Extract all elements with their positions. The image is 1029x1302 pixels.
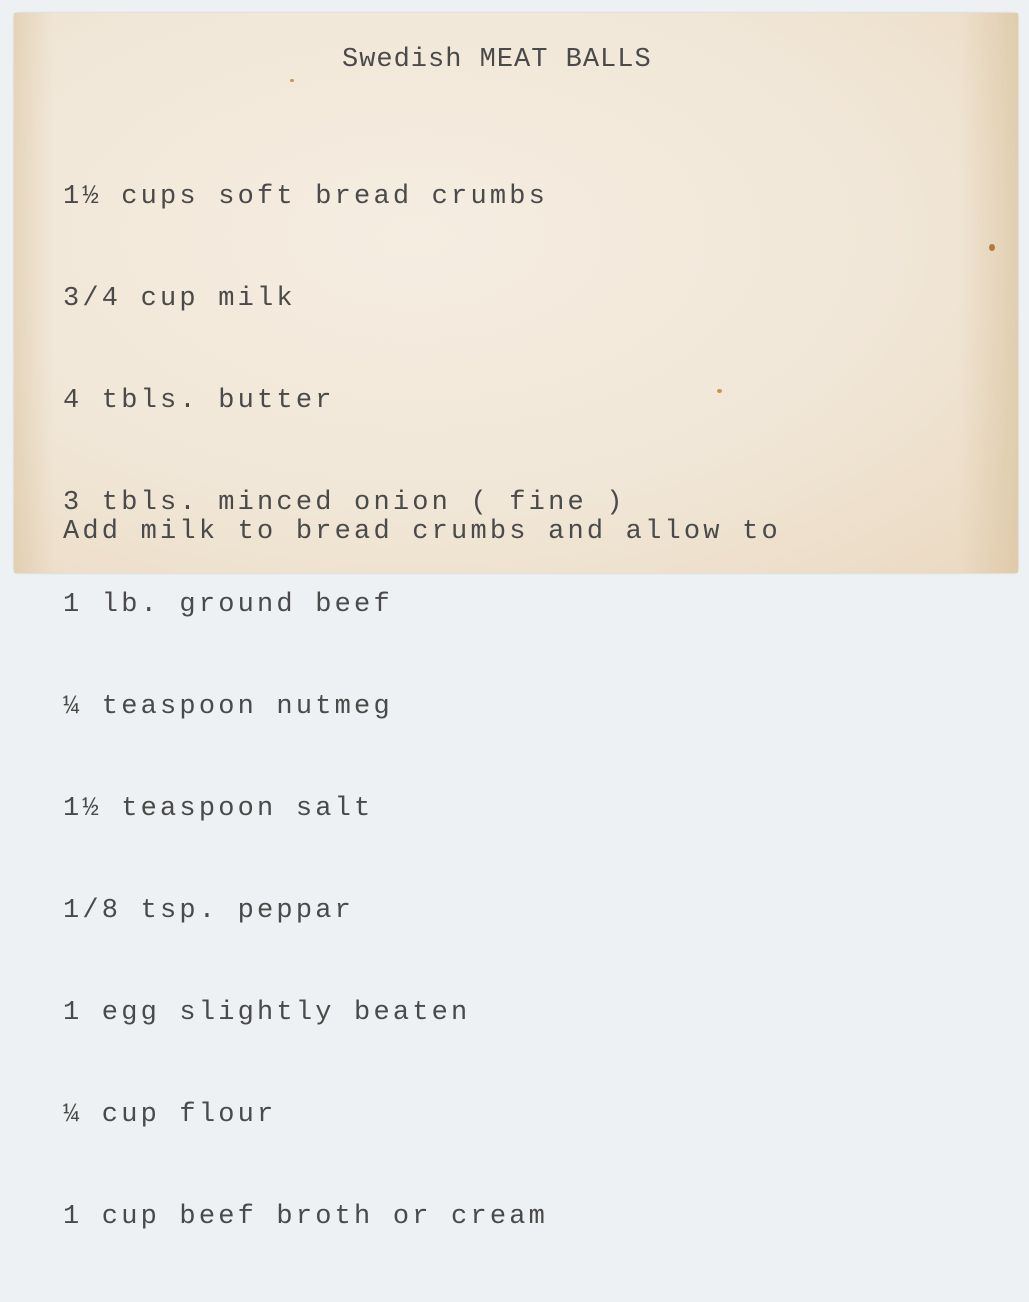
ingredient-item: 1½ cups soft bread crumbs <box>63 182 549 212</box>
ingredient-item: 1½ teaspoon salt <box>63 794 374 824</box>
ingredient-item: 3/4 cup milk <box>63 284 296 314</box>
paper-stain-left <box>14 13 54 573</box>
ingredient-list <box>63 112 626 1302</box>
stain-spot <box>717 389 722 393</box>
ingredient-item: 1 cup beef broth or cream <box>63 1202 549 1232</box>
recipe-card <box>14 13 1018 1232</box>
ingredient-item: 1 lb. ground beef <box>63 590 393 620</box>
ingredient-item: 1/8 tsp. peppar <box>63 896 355 926</box>
ingredient-item: 3 tbls. minced onion ( fine ) <box>63 488 626 518</box>
paper-stain-right <box>958 13 1018 573</box>
ingredient-item: ¼ cup flour <box>63 1100 277 1130</box>
ingredient-item: 1 egg slightly beaten <box>63 998 471 1028</box>
recipe-title: Swedish MEAT BALLS <box>342 45 652 75</box>
ingredient-item: ¼ teaspoon nutmeg <box>63 692 393 722</box>
ingredient-item: 4 tbls. butter <box>63 386 335 416</box>
stain-spot <box>290 79 294 82</box>
stain-spot <box>989 244 995 251</box>
instructions-text: Add milk to bread crumbs and allow to <box>63 517 781 547</box>
